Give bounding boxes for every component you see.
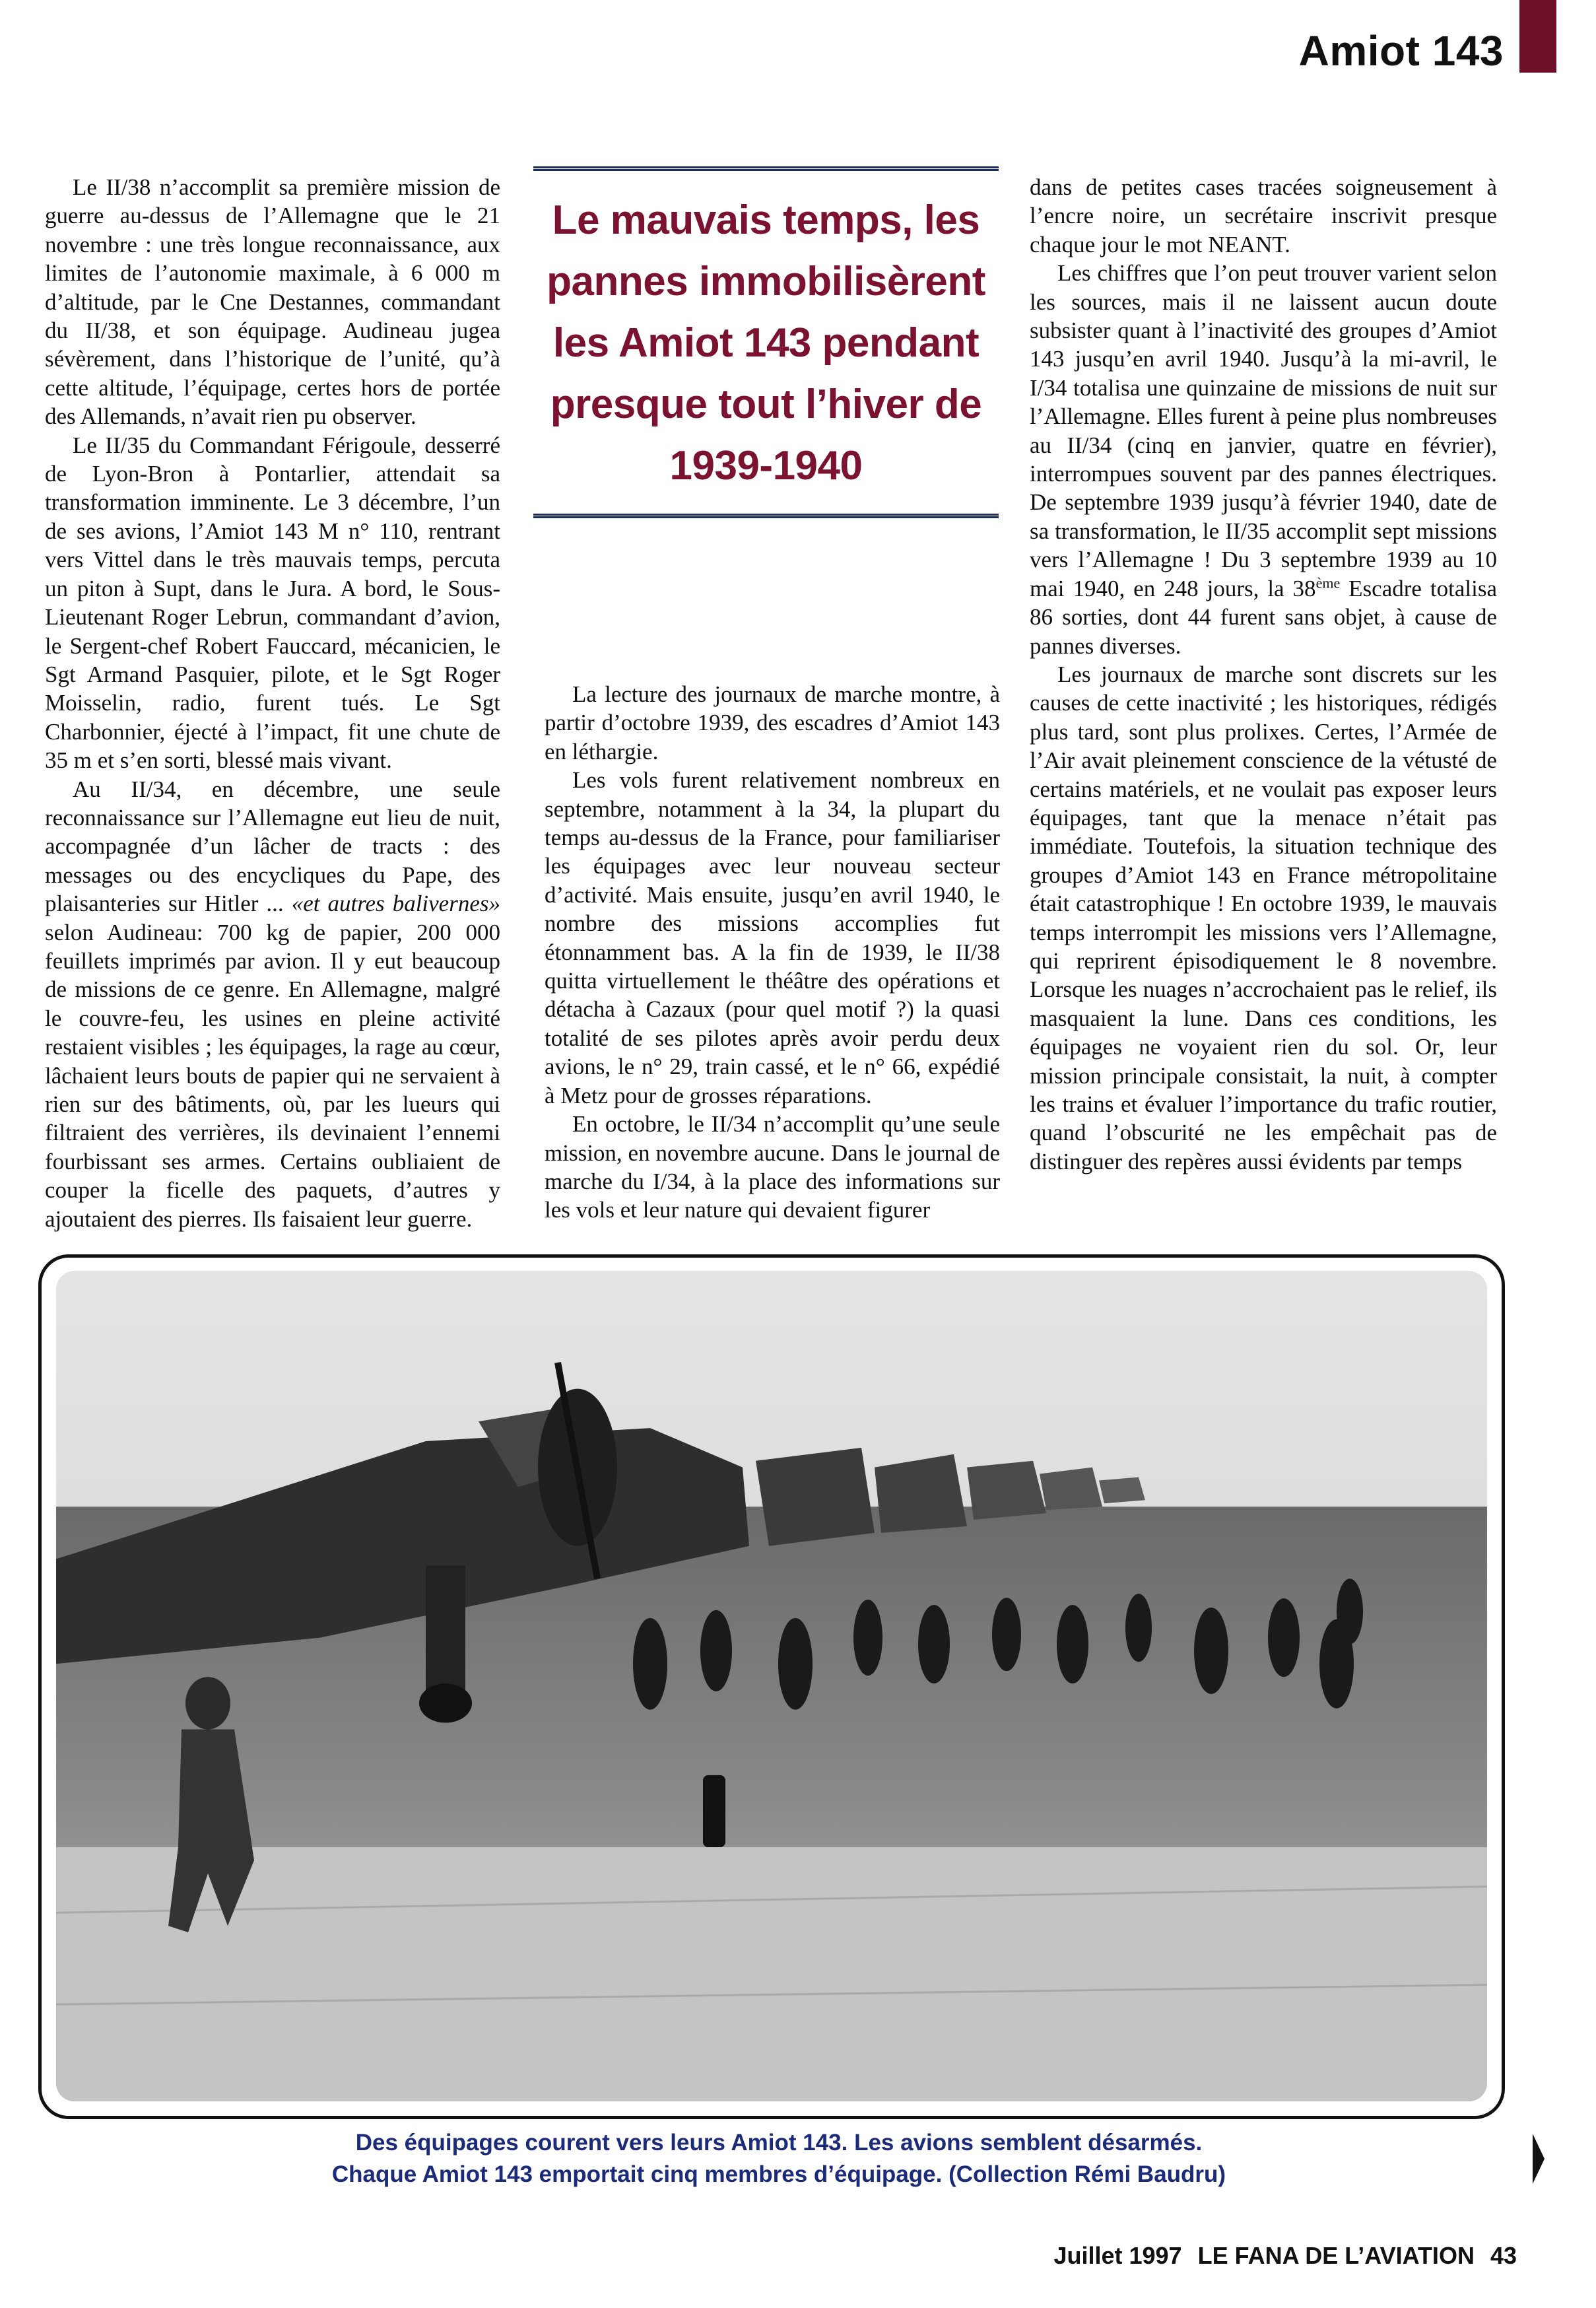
photo-frame (38, 1254, 1505, 2119)
superscript: ème (1315, 574, 1341, 592)
paragraph: Le II/35 du Commandant Férigoule, desserré de Lyon-Bron à Pontarlier, attendait sa transformation imminente. Le 3 décembre, l’un de ses avions, l’Amiot 143 M n° 110, rentrant vers Vittel dans le très mauvais temps, percuta un piton à Supt, dans le Jura. A bord, le Sous-Lieutenant Roger Lebrun, commandant d’avion, le Sergent-chef Robert Fauccard, mécanicien, le Sgt Armand Pasquier, pilote, et le Sgt Roger Moisselin, radio, furent tués. Le Sgt Charbonnier, éjecté à l’impact, fit une chute de 35 m et s’en sorti, blessé mais vivant. (45, 432, 500, 774)
pull-quote-bottom-rule (533, 514, 999, 518)
text-column-2 (545, 680, 1000, 1225)
text-column-3 (1030, 173, 1497, 1176)
paragraph: dans de petites cases tracées soigneusement à l’encre noire, un secrétaire inscrivit presque chaque jour le mot NEANT. (1030, 174, 1497, 257)
pull-quote-text: Le mauvais temps, les pannes immobilisèrent les Amiot 143 pendant presque tout l’hiver de 1939-1940 (547, 197, 985, 489)
paragraph: En octobre, le II/34 n’accomplit qu’une seule mission, en novembre aucune. Dans le journal de marche du I/34, à la place des informations sur les vols et leur nature qui devaient figurer (545, 1111, 1000, 1223)
paragraph-text: selon Audineau: 700 kg de papier, 200 000 feuillets imprimés par avion. Il y eut beaucoup de missions de ce genre. En Allemagne, malgré le couvre-feu, les usines en pleine activité restaient visibles ; les équipages, la rage au cœur, lâchaient leurs bouts de papier qui ne servaient à rien sur des bâtiments, où, par les lueurs qui filtraient des verrières, ils devinaient l’ennemi fourbissant ses armes. Certains oubliaient de couper la ficelle des paquets, d’autres y ajoutaient des pierres. Ils faisaient leur guerre. (45, 919, 500, 1232)
text-column-1 (45, 173, 500, 1233)
header-color-tab (1519, 0, 1556, 73)
pull-quote (533, 166, 999, 518)
pull-quote-top-rule (533, 166, 999, 171)
paragraph: Les journaux de marche sont discrets sur les causes de cette inactivité ; les historiques, rédigés plus tard, sont plus prolixes. Certes, l’Armée de l’Air avait pleinement conscience de la vétusté de certains matériels, et ne voulait pas exposer leurs équipages, tant que la menace n’était pas immédiate. Toutefois, la situation technique des groupes d’Amiot 143 en France métropolitaine était catastrophique ! En octobre 1939, le mauvais temps interrompit les missions vers l’Allemagne, qui reprirent épisodiquement le 8 novembre. Lorsque les nuages n’accrochaient pas le relief, ils masquaient la lune. Dans ces conditions, les équipages ne voyaient rien du sol. Or, leur mission principale consistait, la nuit, à compter les trains et évaluer l’importance du trafic routier, quand l’obscurité ne les empêchait pas de distinguer des repères aussi évidents par temps (1030, 661, 1497, 1174)
paragraph (45, 775, 500, 1234)
page-number: 43 (1490, 2242, 1517, 2269)
quoted-phrase: «et autres balivernes» (291, 891, 500, 917)
photo-airfield-icon (56, 1271, 1487, 2101)
paragraph: La lecture des journaux de marche montre, à partir d’octobre 1939, des escadres d’Amiot 143 en léthargie. (545, 681, 1000, 764)
caption-line-1: Des équipages courent vers leurs Amiot 143. Les avions semblent désarmés. (355, 2130, 1203, 2155)
paragraph-text: Les chiffres que l’on peut trouver varient selon les sources, mais il ne laissent aucun doute subsister quant à l’inactivité des groupes d’Amiot 143 jusqu’en avril 1940. Jusqu’à la mi-avril, le I/34 totalisa une quinzaine de missions de nuit sur l’Allemagne. Elles furent à peine plus nombreuses au II/34 (cinq en janvier, quatre en février), interrompues souvent par des pannes électriques. De septembre 1939 jusqu’à février 1940, date de sa transformation, le II/35 accomplit sept missions vers l’Allemagne ! Du 3 septembre 1939 au 10 mai 1940, en 248 jours, la 38 (1030, 260, 1497, 601)
paragraph-text: Au II/34, en décembre, une seule reconnaissance sur l’Allemagne eut lieu de nuit, accompagnée d’un lâcher de tracts : des messages ou des encycliques du Pape, des plaisanteries sur Hitler ... (45, 776, 500, 917)
paragraph: Les vols furent relativement nombreux en septembre, notamment à la 34, la plupart du temps au-dessus de la France, pour familiariser les équipages avec leur nouveau secteur d’activité. Mais ensuite, jusqu’en avril 1940, le nombre des missions accomplies fut étonnamment bas. A la fin de 1939, le II/38 quitta virtuellement le théâtre des opérations et détacha à Cazaux (pour quel motif ?) la quasi totalité de ses pilotes après avoir perdu deux avions, le n° 29, train cassé, et le n° 66, expédié à Metz pour de grosses réparations. (545, 767, 1000, 1108)
paragraph (1030, 259, 1497, 660)
paragraph: Le II/38 n’accomplit sa première mission de guerre au-dessus de l’Allemagne que le 21 novembre : une très longue reconnaissance, aux limites de l’autonomie maximale, à 6 000 m d’altitude, par le Cne Destannes, commandant du II/38, et son équipage. Audineau jugea sévèrement, dans l’historique de l’unité, qu’à cette altitude, l’équipage, certes hors de portée des Allemands, n’avait rien pu observer. (45, 174, 500, 430)
paragraph-text: Escadre totalisa 86 sorties, dont 44 furent sans objet, à cause de pannes diverses. (1030, 575, 1497, 659)
running-header-title: Amiot 143 (1298, 27, 1504, 75)
photo-caption (198, 2127, 1360, 2190)
caption-line-2: Chaque Amiot 143 emportait cinq membres d’équipage. (Collection Rémi Baudru) (331, 2161, 1226, 2187)
page-footer (1044, 2242, 1517, 2270)
photo-illustration (56, 1271, 1487, 2101)
magazine-name: LE FANA DE L’AVIATION (1197, 2242, 1475, 2269)
continue-arrow-icon (1530, 2134, 1547, 2184)
issue-date: Juillet 1997 (1053, 2242, 1182, 2269)
